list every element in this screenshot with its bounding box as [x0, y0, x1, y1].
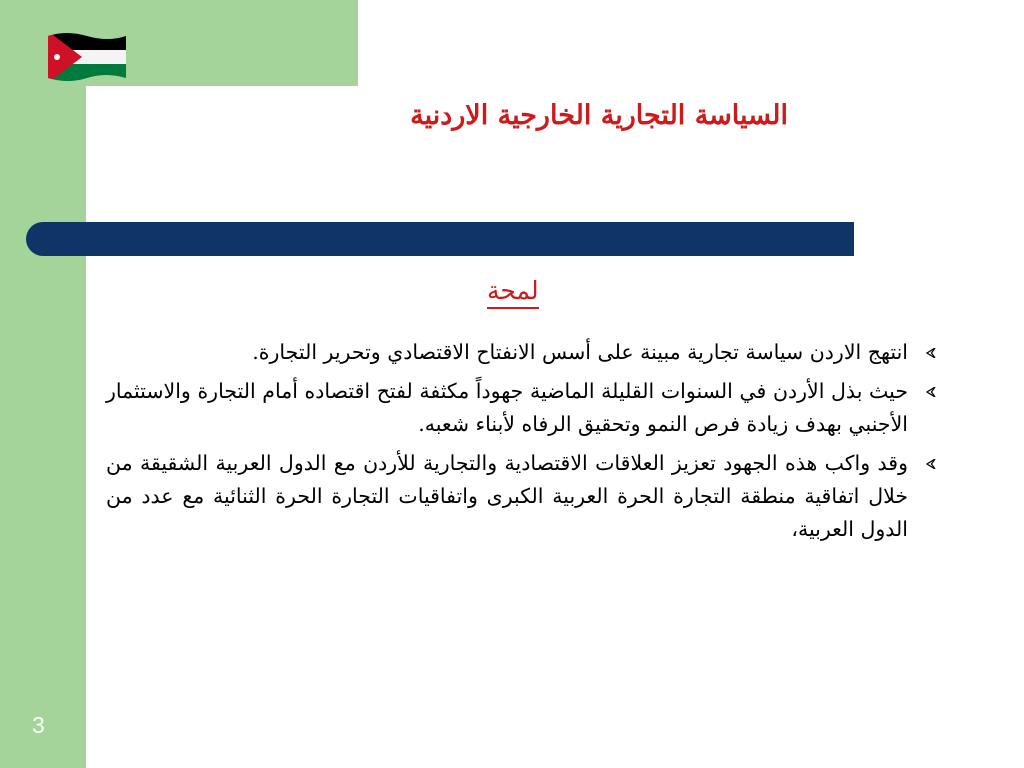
bullet-text: وقد واكب هذه الجهود تعزيز العلاقات الاقتصادية والتجارية للأردن مع الدول العربية الشقيقة من خلال اتفاقية منطقة التجارة الحرة العربية الكبرى واتفاقيات التجارة الحرة الثنائية مع عدد من الدول العربية، — [106, 451, 908, 541]
bullet-list — [106, 336, 936, 552]
bullet-text: حيث بذل الأردن في السنوات القليلة الماضية جهوداً مكثفة لفتح اقتصاده أمام التجارة والاستثمار الأجنبي بهدف زيادة فرص النمو وتحقيق الرفاه لأبناء شعبه. — [106, 379, 908, 436]
arrowhead-bullet-icon — [926, 348, 936, 358]
arrowhead-bullet-icon — [926, 459, 936, 469]
list-item — [106, 375, 936, 441]
slide-number: 3 — [32, 712, 45, 738]
bullet-text: انتهج الاردن سياسة تجارية مبينة على أسس الانفتاح الاقتصادي وتحرير التجارة. — [252, 340, 908, 364]
list-item — [106, 447, 936, 546]
jordan-flag-icon — [44, 28, 130, 88]
list-item — [106, 336, 936, 369]
arrowhead-bullet-icon — [926, 387, 936, 397]
title-divider-bar — [26, 222, 854, 256]
left-green-band — [0, 0, 86, 768]
slide-title: السياسة التجارية الخارجية الاردنية — [410, 100, 788, 131]
section-subtitle: لمحة — [487, 276, 539, 309]
